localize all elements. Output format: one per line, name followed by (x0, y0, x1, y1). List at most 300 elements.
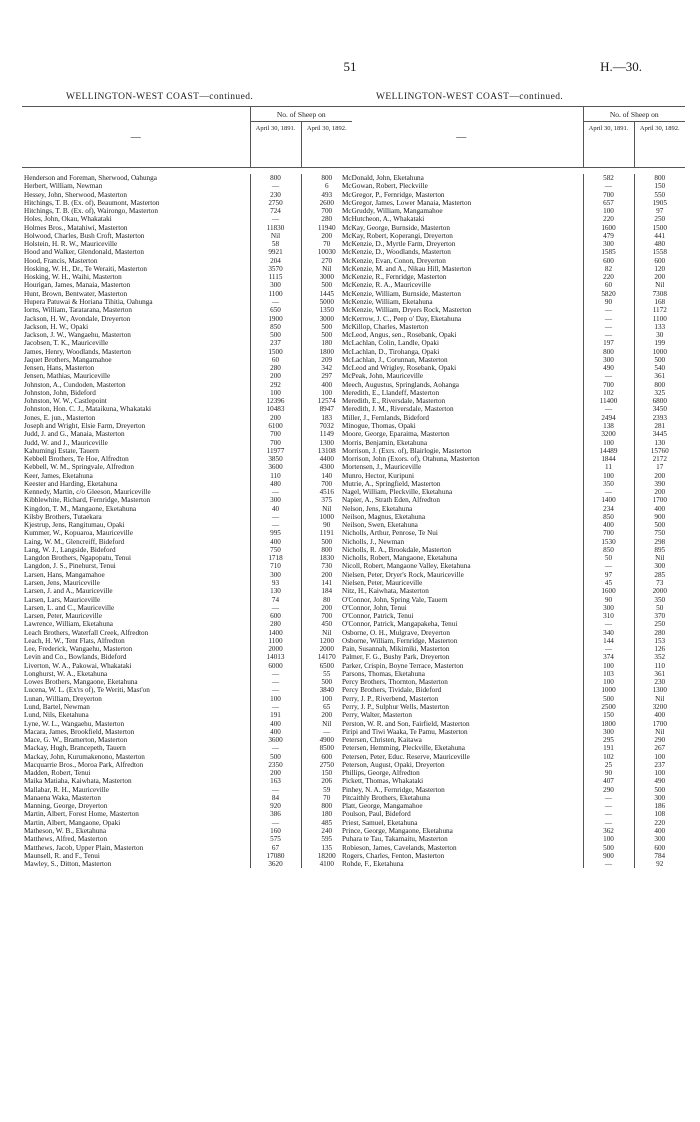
sheep-1892-cell: Nil (634, 554, 685, 562)
table-row (340, 281, 685, 289)
sheep-1892-cell: 100 (634, 753, 685, 761)
sheep-1892-cell: 200 (634, 273, 685, 281)
table-row (340, 472, 685, 480)
sheep-1891-cell: 300 (250, 496, 301, 504)
sheep-1891-cell: — (250, 298, 301, 306)
owner-name-cell: O'Connor, John, Tenui (342, 603, 407, 612)
table-row (340, 786, 685, 794)
sheep-1892-cell: 70 (301, 794, 352, 802)
sheep-1891-cell: 995 (250, 529, 301, 537)
table-row (22, 339, 352, 347)
table-row (22, 215, 352, 223)
table-row (22, 306, 352, 314)
year-1891-header: April 30, 1891. (583, 122, 634, 168)
sheep-1892-cell: 10030 (301, 248, 352, 256)
sheep-1892-cell: 1300 (301, 439, 352, 447)
table-row (340, 348, 685, 356)
sheep-1891-cell: 700 (250, 439, 301, 447)
sheep-1891-cell: 100 (583, 207, 634, 215)
sheep-1892-cell: 600 (301, 753, 352, 761)
owner-name-cell: Napier, A., Strath Eden, Alfredton (342, 496, 440, 505)
owner-name-cell: Nielsen, Peter, Dryer's Rock, Mauriceville (342, 570, 464, 579)
sheep-1891-cell: 200 (250, 769, 301, 777)
table-row (22, 546, 352, 554)
owner-name-cell: Osborne, O. H., Mulgrave, Dreyerton (342, 628, 450, 637)
owner-name-cell: Kilsby Brothers, Tutaekara (24, 512, 102, 521)
table-row (340, 356, 685, 364)
sheep-1892-cell: 700 (301, 612, 352, 620)
table-row (340, 612, 685, 620)
table-row (340, 736, 685, 744)
sheep-1892-cell: 280 (634, 629, 685, 637)
table-row (340, 678, 685, 686)
table-row (22, 356, 352, 364)
owner-name-cell: Jackson, J. W., Wangaehu, Masterton (24, 331, 131, 340)
sheep-1891-cell: Nil (250, 232, 301, 240)
owner-name-cell: Mallabar, R. H., Mauriceville (24, 785, 109, 794)
table-row (22, 389, 352, 397)
sheep-1891-cell: 150 (583, 711, 634, 719)
owner-name-cell: Keer, James, Eketahuna (24, 471, 93, 480)
sheep-1892-cell: 1700 (634, 720, 685, 728)
sheep-1892-cell: 342 (301, 364, 352, 372)
owner-name-cell: Nagel, William, Pleckville, Eketahuna (342, 488, 453, 497)
owner-name-cell: Platt, George, Mangamahoe (342, 802, 423, 811)
sheep-1892-cell: Nil (301, 505, 352, 513)
owner-name-cell: Hupera Patuwai & Horiana Tihitia, Oahunga (24, 297, 153, 306)
sheep-1892-cell: 1350 (301, 306, 352, 314)
sheep-1892-cell: 100 (301, 389, 352, 397)
sheep-1892-cell: 100 (634, 769, 685, 777)
table-row (22, 381, 352, 389)
sheep-1892-cell: 3840 (301, 686, 352, 694)
name-column-header: — (340, 107, 583, 168)
sheep-1892-cell: 73 (634, 579, 685, 587)
sheep-1891-cell: 110 (250, 472, 301, 480)
table-row (340, 703, 685, 711)
sheep-1892-cell: 800 (301, 802, 352, 810)
sheep-1892-cell: 5000 (301, 298, 352, 306)
sheep-1891-cell: 3200 (583, 430, 634, 438)
table-row (22, 488, 352, 496)
sheep-1891-cell: 1530 (583, 538, 634, 546)
sheep-1892-cell: 500 (301, 281, 352, 289)
sheep-1891-cell: 575 (250, 835, 301, 843)
owner-name-cell: Jensen, Hans, Masterton (24, 364, 95, 373)
table-row (340, 777, 685, 785)
sheep-1891-cell: 138 (583, 422, 634, 430)
owner-name-cell: Larsen, Jens, Mauriceville (24, 579, 100, 588)
table-row (22, 761, 352, 769)
right-table-header (340, 106, 685, 168)
owner-name-cell: Lunan, William, Dreyerton (24, 694, 102, 703)
sheep-1891-cell: — (250, 182, 301, 190)
table-row (340, 579, 685, 587)
table-row (340, 645, 685, 653)
sheep-1891-cell: 6000 (250, 662, 301, 670)
sheep-1891-cell: 11977 (250, 447, 301, 455)
sheep-1891-cell: 700 (583, 529, 634, 537)
sheep-1892-cell: 200 (634, 488, 685, 496)
owner-name-cell: Holes, John, Okau, Whakataki (24, 215, 112, 224)
table-row (340, 844, 685, 852)
sheep-1891-cell: 582 (583, 174, 634, 182)
sheep-1892-cell: 370 (634, 612, 685, 620)
sheep-1891-cell: 60 (250, 356, 301, 364)
sheep-1892-cell: 600 (634, 844, 685, 852)
sheep-1891-cell: — (250, 521, 301, 529)
owner-name-cell: Jaquet Brothers, Mangamahoe (24, 355, 112, 364)
sheep-1892-cell: 11940 (301, 224, 352, 232)
sheep-1891-cell: 74 (250, 596, 301, 604)
sheep-1891-cell: — (583, 860, 634, 868)
table-row (340, 439, 685, 447)
sheep-1892-cell: 4400 (301, 455, 352, 463)
sheep-1891-cell: 290 (583, 786, 634, 794)
sheep-1892-cell: 298 (634, 538, 685, 546)
sheep-1892-cell: 3000 (301, 315, 352, 323)
sheep-1892-cell: 180 (301, 339, 352, 347)
table-row (22, 191, 352, 199)
table-row (22, 827, 352, 835)
owner-name-cell: James, Henry, Woodlands, Masterton (24, 347, 132, 356)
sheep-1892-cell: 108 (634, 810, 685, 818)
sheep-1891-cell: 100 (583, 835, 634, 843)
sheep-1891-cell: 14489 (583, 447, 634, 455)
sheep-1891-cell: 2494 (583, 414, 634, 422)
sheep-1892-cell: 297 (301, 372, 352, 380)
sheep-1891-cell: 1600 (583, 224, 634, 232)
sheep-1891-cell: 480 (250, 480, 301, 488)
table-row (22, 645, 352, 653)
table-row (340, 521, 685, 529)
sheep-1892-cell: 300 (634, 835, 685, 843)
table-row (22, 744, 352, 752)
sheep-1891-cell: 84 (250, 794, 301, 802)
owner-name-cell: Perston, W. R. and Son, Fairfield, Masterton (342, 719, 470, 728)
owner-name-cell: Percy Brothers, Thornton, Masterton (342, 678, 448, 687)
sheep-1892-cell: 126 (634, 645, 685, 653)
sheep-1892-cell: 441 (634, 232, 685, 240)
sheep-1891-cell: 920 (250, 802, 301, 810)
owner-name-cell: Prince, George, Mangaone, Eketahuna (342, 826, 453, 835)
sheep-1892-cell: 2600 (301, 199, 352, 207)
table-row (340, 571, 685, 579)
sheep-1891-cell: 1800 (583, 720, 634, 728)
table-row (22, 405, 352, 413)
owner-name-cell: O'Connor, John, Spring Vale, Tauern (342, 595, 448, 604)
sheep-1892-cell: 250 (634, 620, 685, 628)
sheep-1891-cell: 90 (583, 769, 634, 777)
owner-name-cell: Maika Matiaha, Kaiwhata, Masterton (24, 777, 132, 786)
table-row (340, 620, 685, 628)
table-row (340, 405, 685, 413)
sheep-1891-cell: 17080 (250, 852, 301, 860)
sheep-1891-cell: 197 (583, 339, 634, 347)
sheep-1891-cell: 100 (583, 439, 634, 447)
table-row (340, 381, 685, 389)
sheep-1892-cell: 500 (301, 323, 352, 331)
sheep-1892-cell: 168 (634, 298, 685, 306)
sheep-1892-cell: 18200 (301, 852, 352, 860)
sheep-1891-cell: — (250, 786, 301, 794)
table-row (22, 612, 352, 620)
table-row (340, 199, 685, 207)
table-row (22, 372, 352, 380)
table-row (22, 207, 352, 215)
year-1892-header: April 30, 1892. (634, 122, 685, 168)
table-row (340, 562, 685, 570)
sheep-1892-cell: 400 (634, 711, 685, 719)
sheep-1892-cell: 375 (301, 496, 352, 504)
sheep-1892-cell: 2000 (634, 587, 685, 595)
table-row (340, 637, 685, 645)
sheep-1892-cell: 133 (634, 323, 685, 331)
sheep-1892-cell: 7308 (634, 290, 685, 298)
sheep-1891-cell: 700 (250, 430, 301, 438)
sheep-1891-cell: — (583, 810, 634, 818)
table-row (22, 736, 352, 744)
sheep-1892-cell: Nil (634, 281, 685, 289)
table-row (340, 662, 685, 670)
table-row (22, 480, 352, 488)
owner-name-cell: Leach, H. W., Tent Flats, Alfredton (24, 636, 125, 645)
table-row (22, 637, 352, 645)
owner-name-cell: Meredith, E., Llandeff, Masterton (342, 388, 440, 397)
sheep-1891-cell: 2500 (583, 703, 634, 711)
sheep-1891-cell: — (583, 819, 634, 827)
sheep-1891-cell: 300 (250, 281, 301, 289)
sheep-1891-cell: 14013 (250, 653, 301, 661)
sheep-1892-cell: 361 (634, 372, 685, 380)
table-row (22, 670, 352, 678)
owner-name-cell: Mawley, S., Ditton, Masterton (24, 860, 112, 869)
sheep-1891-cell: 500 (583, 844, 634, 852)
sheep-1891-cell: 3600 (250, 463, 301, 471)
table-row (22, 414, 352, 422)
table-row (22, 265, 352, 273)
table-row (340, 538, 685, 546)
table-row (22, 257, 352, 265)
sheep-1891-cell: — (250, 488, 301, 496)
owner-name-cell: Holmes Bros., Matahiwi, Masterton (24, 223, 128, 232)
sheep-1891-cell: 280 (250, 620, 301, 628)
table-row (22, 240, 352, 248)
owner-name-cell: Piripi and Tiwi Waaka, Te Pamu, Masterton (342, 727, 468, 736)
sheep-1891-cell: 130 (250, 587, 301, 595)
table-row (340, 488, 685, 496)
sheep-1891-cell: 400 (583, 521, 634, 529)
table-row (340, 653, 685, 661)
sheep-1892-cell: 2000 (301, 645, 352, 653)
sheep-1892-cell: 1445 (301, 290, 352, 298)
sheep-1892-cell: 490 (634, 777, 685, 785)
sheep-1891-cell: 93 (250, 579, 301, 587)
sheep-1891-cell: 500 (583, 695, 634, 703)
owner-name-cell: Nicholls, Arthur, Penrose, Te Nui (342, 529, 438, 538)
owner-name-cell: Liverton, W. A., Pakowai, Whakataki (24, 661, 132, 670)
owner-name-cell: McLeod, Angus, sen., Rosebank, Opaki (342, 331, 457, 340)
sheep-1892-cell: 1905 (634, 199, 685, 207)
sheep-1892-cell: 900 (634, 513, 685, 521)
sheep-1891-cell: 1718 (250, 554, 301, 562)
table-row (22, 472, 352, 480)
table-row (340, 852, 685, 860)
sheep-1891-cell: 100 (583, 472, 634, 480)
sheep-1892-cell: 8947 (301, 405, 352, 413)
sheep-1891-cell: 407 (583, 777, 634, 785)
owner-name-cell: Mutrie, A., Springfield, Masterton (342, 479, 441, 488)
sheep-1891-cell: 900 (583, 852, 634, 860)
table-row (340, 810, 685, 818)
owner-name-cell: Munro, Hector, Kuripuni (342, 471, 414, 480)
table-row (340, 364, 685, 372)
sheep-1892-cell: 480 (634, 240, 685, 248)
owner-name-cell: Poulson, Paul, Bideford (342, 810, 411, 819)
owner-name-cell: O'Connor, Patrick, Tenui (342, 612, 414, 621)
sheep-1892-cell: 90 (301, 521, 352, 529)
sheep-1891-cell: 50 (583, 554, 634, 562)
owner-name-cell: McKillop, Charles, Masterton (342, 322, 429, 331)
sheep-1891-cell: 100 (250, 389, 301, 397)
table-row (22, 819, 352, 827)
sheep-1891-cell: 2750 (250, 199, 301, 207)
owner-name-cell: McKerrow, J. C., Peep o' Day, Eketahuna (342, 314, 462, 323)
owner-name-cell: Johnston, John, Bideford (24, 388, 96, 397)
table-row (22, 604, 352, 612)
sheep-1892-cell: 1000 (301, 513, 352, 521)
table-row (340, 513, 685, 521)
table-row (340, 257, 685, 265)
year-1891-header: April 30, 1891. (250, 122, 301, 168)
year-1892-header: April 30, 1892. (301, 122, 352, 168)
sheep-1892-cell: 300 (634, 794, 685, 802)
table-row (340, 860, 685, 868)
table-row (340, 306, 685, 314)
sheep-1891-cell: 850 (583, 513, 634, 521)
owner-name-cell: McKenzie, M. and A., Nikau Hill, Masterton (342, 264, 472, 273)
sheep-1891-cell: 25 (583, 761, 634, 769)
sheep-1892-cell: 4900 (301, 736, 352, 744)
owner-name-cell: McLachlan, J., Corunnan, Masterton (342, 355, 448, 364)
owner-name-cell: McGruddy, William, Mangamahoe (342, 207, 443, 216)
sheep-1892-cell: 140 (301, 472, 352, 480)
table-row (340, 802, 685, 810)
owner-name-cell: McKenzie, R., Fernridge, Masterton (342, 273, 447, 282)
table-row (22, 777, 352, 785)
sheep-1892-cell: 240 (301, 827, 352, 835)
sheep-1891-cell: 1844 (583, 455, 634, 463)
sheep-1892-cell: 6500 (301, 662, 352, 670)
owner-name-cell: Pitcaithly Brothers, Eketahuna (342, 793, 431, 802)
owner-name-cell: Miller, J., Fernlands, Bideford (342, 413, 429, 422)
sheep-1891-cell: 850 (250, 323, 301, 331)
owner-name-cell: Morrison, J. (Exrs. of), Blairlogie, Masterton (342, 446, 472, 455)
sheep-1891-cell: 100 (583, 678, 634, 686)
owner-name-cell: Moore, George, Eparaima, Masterton (342, 430, 450, 439)
right-table (340, 106, 685, 868)
owner-name-cell: Meech, Augustus, Springlands, Aohanga (342, 380, 459, 389)
sheep-1891-cell: 103 (583, 670, 634, 678)
table-row (340, 711, 685, 719)
sheep-1892-cell: Nil (634, 728, 685, 736)
sheep-1892-cell: 595 (301, 835, 352, 843)
table-row (22, 323, 352, 331)
table-row (22, 273, 352, 281)
owner-name-cell: Macquarrie Bros., Moroa Park, Alfredton (24, 760, 144, 769)
table-row (22, 439, 352, 447)
sheep-1892-cell: 30 (634, 331, 685, 339)
sheep-1891-cell: — (583, 182, 634, 190)
table-row (340, 298, 685, 306)
sheep-1891-cell: 191 (583, 744, 634, 752)
sheep-1892-cell: 700 (301, 480, 352, 488)
sheep-1892-cell: 1172 (634, 306, 685, 314)
table-row (340, 720, 685, 728)
owner-name-cell: Percy Brothers, Tividale, Bideford (342, 686, 442, 695)
sheep-1892-cell: 2393 (634, 414, 685, 422)
sheep-1891-cell: 10483 (250, 405, 301, 413)
owner-name-cell: Morris, Benjamin, Eketahuna (342, 438, 428, 447)
owner-name-cell: Madden, Robert, Tenui (24, 769, 91, 778)
owner-name-cell: Lund, Bartel, Newman (24, 703, 90, 711)
sheep-1891-cell: 144 (583, 637, 634, 645)
sheep-1891-cell: 479 (583, 232, 634, 240)
sheep-1891-cell: — (583, 794, 634, 802)
table-row (22, 711, 352, 719)
sheep-1891-cell: — (583, 306, 634, 314)
sheep-1892-cell: 285 (634, 571, 685, 579)
sheep-1892-cell: 4100 (301, 860, 352, 868)
sheep-1892-cell: 59 (301, 786, 352, 794)
table-row (22, 587, 352, 595)
sheep-1892-cell: 220 (634, 819, 685, 827)
owner-name-cell: O'Connor, Patrick, Mangapakeha, Tenui (342, 620, 458, 629)
sheep-1891-cell: 300 (583, 240, 634, 248)
sheep-1892-cell: 3445 (634, 430, 685, 438)
sheep-1891-cell: 191 (250, 711, 301, 719)
owner-name-cell: Petersen, Hemming, Pleckville, Eketahuna (342, 744, 465, 753)
owner-name-cell: McGowan, Robert, Pleckville (342, 182, 428, 191)
table-row (340, 728, 685, 736)
table-row (340, 753, 685, 761)
table-row (22, 794, 352, 802)
table-row (22, 248, 352, 256)
owner-name-cell: Hood and Walker, Glendonald, Masterton (24, 248, 144, 257)
owner-name-cell: Pinhey, N. A., Fernridge, Masterton (342, 785, 445, 794)
owner-name-cell: Johnston, Hon. C. J., Mataikuna, Whakataki (24, 405, 152, 414)
sheep-1892-cell: 206 (301, 777, 352, 785)
owner-name-cell: Kebbell Brothers, Te Hoe, Alfredton (24, 455, 129, 464)
sheep-1891-cell: 1115 (250, 273, 301, 281)
owner-name-cell: Puhara te Tau, Takamaitu, Masterton (342, 835, 448, 844)
sheep-1892-cell: Nil (301, 629, 352, 637)
owner-name-cell: McDonald, John, Eketahuna (342, 174, 424, 182)
table-row (340, 604, 685, 612)
owner-name-cell: Phillips, George, Alfredton (342, 769, 420, 778)
table-row (340, 455, 685, 463)
owner-name-cell: McKenzie, D., Woodlands, Masterton (342, 248, 451, 257)
owner-name-cell: Parsons, Thomas, Eketahuna (342, 669, 425, 678)
table-row (22, 810, 352, 818)
table-row (340, 827, 685, 835)
owner-name-cell: McKenzie, William, Eketahuna (342, 297, 433, 306)
owner-name-cell: Larsen, Hans, Mangamahoe (24, 570, 105, 579)
table-row (340, 191, 685, 199)
table-row (340, 554, 685, 562)
owner-name-cell: Rohde, F., Eketahuna (342, 860, 404, 869)
sheep-1892-cell: 800 (634, 174, 685, 182)
